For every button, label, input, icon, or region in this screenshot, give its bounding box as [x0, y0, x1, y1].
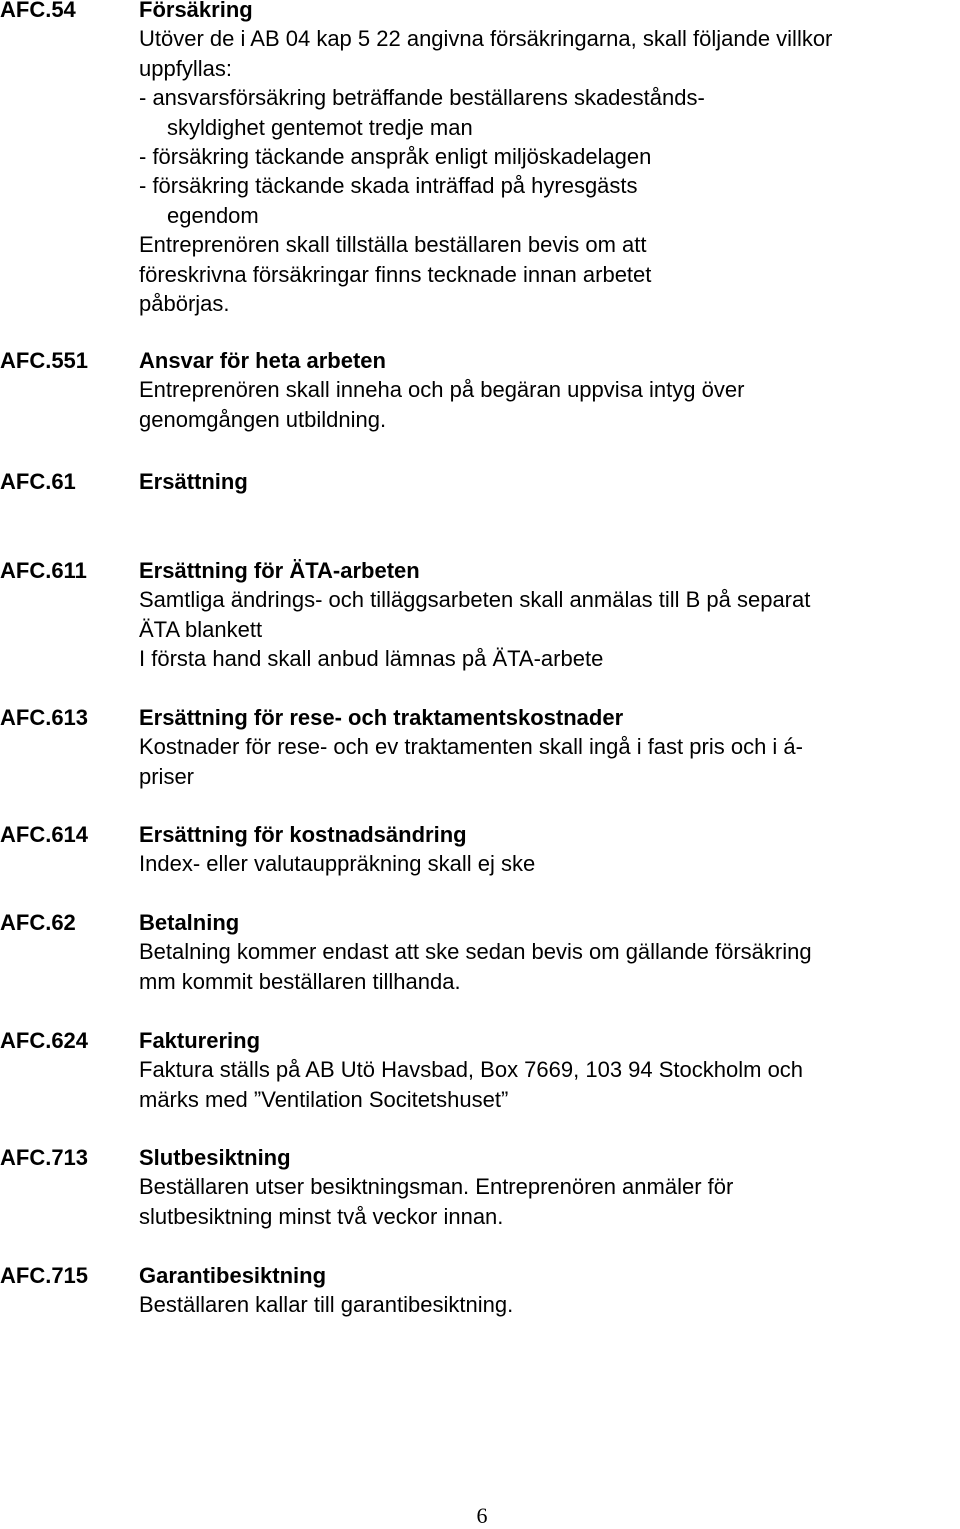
section-heading: Ansvar för heta arbeten: [139, 348, 386, 373]
body-line: uppfyllas:: [139, 55, 232, 81]
body-line: Samtliga ändrings- och tilläggsarbeten skall anmälas till B på separat: [139, 587, 811, 613]
section-heading: Slutbesiktning: [139, 1145, 291, 1170]
body-line: priser: [139, 763, 195, 789]
body-line: slutbesiktning minst två veckor innan.: [139, 1203, 504, 1229]
body-line: Utöver de i AB 04 kap 5 22 angivna försäkringarna, skall följande villkor: [139, 26, 833, 52]
section-ata-arbeten: [139, 556, 952, 674]
section-code: AFC.54: [0, 0, 76, 22]
body-line: påbörjas.: [139, 291, 230, 317]
section-heading: Garantibesiktning: [139, 1263, 327, 1288]
section-code: AFC.611: [0, 558, 87, 583]
body-line: genomgången utbildning.: [139, 406, 387, 432]
section-code: AFC.624: [0, 1028, 89, 1053]
body-line: - ansvarsförsäkring beträffande beställarens skadestånds-: [139, 85, 705, 111]
body-line: Index- eller valutauppräkning skall ej ske: [139, 851, 536, 877]
section-rese-traktamente: [139, 703, 952, 791]
section-kostnadsandring: [139, 820, 952, 879]
section-ersattning: [139, 467, 952, 496]
body-line: egendom: [167, 202, 259, 228]
body-line: Faktura ställs på AB Utö Havsbad, Box 7669, 103 94 Stockholm och: [139, 1057, 804, 1083]
body-line: I första hand skall anbud lämnas på ÄTA-arbete: [139, 646, 604, 672]
section-code: AFC.62: [0, 910, 76, 935]
section-code: AFC.614: [0, 822, 89, 847]
body-line: Beställaren utser besiktningsman. Entreprenören anmäler för: [139, 1174, 734, 1200]
body-line: Entreprenören skall tillställa beställaren bevis om att: [139, 232, 647, 258]
body-line: Beställaren kallar till garantibesiktning.: [139, 1292, 514, 1318]
body-line: mm kommit beställaren tillhanda.: [139, 968, 461, 994]
section-code: AFC.715: [0, 1263, 89, 1288]
body-line: föreskrivna försäkringar finns tecknade innan arbetet: [139, 261, 652, 287]
section-heading: Betalning: [139, 910, 240, 935]
section-heading: Ersättning för rese- och traktamentskostnader: [139, 705, 624, 730]
body-line: skyldighet gentemot tredje man: [167, 114, 473, 140]
body-line: - försäkring täckande anspråk enligt miljöskadelagen: [139, 144, 652, 170]
body-line: märks med ”Ventilation Socitetshuset”: [139, 1086, 509, 1112]
section-slutbesiktning: [139, 1143, 952, 1231]
section-forsakring: [139, 0, 952, 318]
body-line: - försäkring täckande skada inträffad på hyresgästs: [139, 173, 638, 199]
body-line: Kostnader för rese- och ev traktamenten skall ingå i fast pris och i á-: [139, 734, 803, 760]
section-code: AFC.713: [0, 1145, 89, 1170]
section-heading: Fakturering: [139, 1028, 261, 1053]
section-code: AFC.61: [0, 469, 76, 494]
body-line: ÄTA blankett: [139, 616, 263, 642]
section-heading: Ersättning för ÄTA-arbeten: [139, 558, 420, 583]
section-fakturering: [139, 1026, 952, 1114]
body-line: Entreprenören skall inneha och på begäran uppvisa intyg över: [139, 377, 745, 403]
section-code: AFC.613: [0, 705, 89, 730]
section-heading: Försäkring: [139, 0, 253, 22]
page-number: 6: [476, 1503, 488, 1528]
section-heading: Ersättning: [139, 469, 248, 494]
section-betalning: [139, 908, 952, 996]
section-heading: Ersättning för kostnadsändring: [139, 822, 467, 847]
section-code: AFC.551: [0, 348, 89, 373]
section-heta-arbeten: [139, 346, 952, 434]
section-garantibesiktning: [139, 1261, 952, 1320]
body-line: Betalning kommer endast att ske sedan bevis om gällande försäkring: [139, 939, 812, 965]
